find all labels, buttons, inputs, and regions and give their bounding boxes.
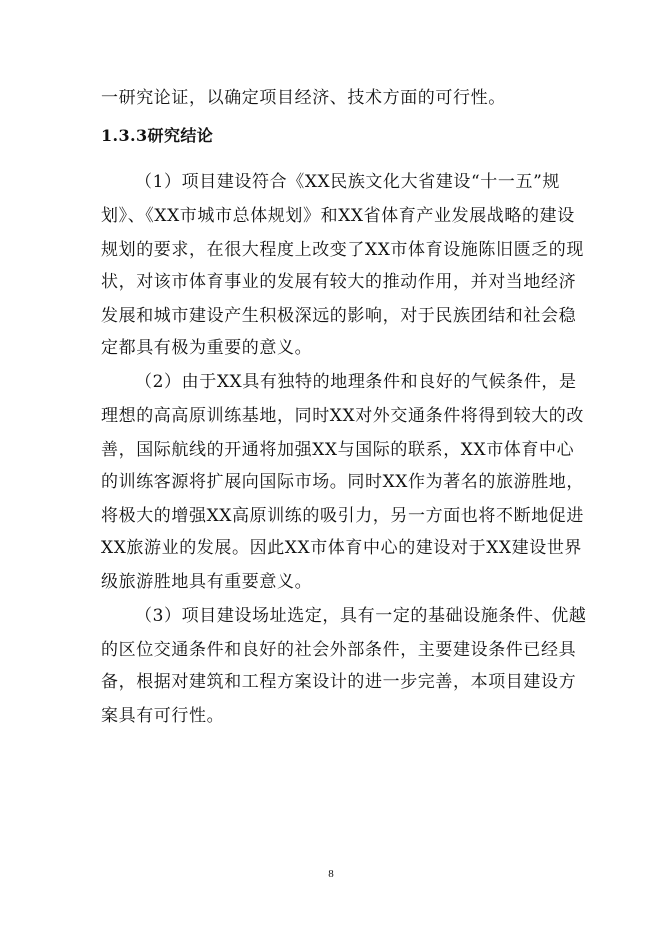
paragraph-line: 备，根据对建筑和工程方案设计的进一步完善，本项目建设方 <box>101 672 577 692</box>
page-number: 8 <box>328 868 334 880</box>
paragraph-line: （3）项目建设场址选定，具有一定的基础设施条件、优越 <box>135 606 587 626</box>
paragraph-line: XX旅游业的发展。因此XX市体育中心的建设对于XX建设世界 <box>101 538 583 558</box>
section-heading: 1.3.3研究结论 <box>101 126 214 145</box>
paragraph-line: 的区位交通条件和良好的社会外部条件，主要建设条件已经具 <box>101 640 577 660</box>
paragraph-line: 划》、《XX市城市总体规划》和XX省体育产业发展战略的建设 <box>101 206 575 226</box>
paragraph-line: 理想的高高原训练基地，同时XX对外交通条件将得到较大的改 <box>101 406 585 426</box>
paragraph-line: 发展和城市建设产生积极深远的影响，对于民族团结和社会稳 <box>101 306 577 326</box>
paragraph-line: 的训练客源将扩展向国际市场。同时XX作为著名的旅游胜地， <box>101 472 585 492</box>
paragraph-line: 案具有可行性。 <box>101 706 225 726</box>
paragraph-line: 定都具有极为重要的意义。 <box>101 338 313 358</box>
paragraph-line: 规划的要求，在很大程度上改变了XX市体育设施陈旧匮乏的现 <box>101 240 585 260</box>
paragraph-line: （2）由于XX具有独特的地理条件和良好的气候条件，是 <box>135 372 577 392</box>
paragraph-line: 将极大的增强XX高原训练的吸引力，另一方面也将不断地促进 <box>101 506 585 526</box>
paragraph-line: 状，对该市体育事业的发展有较大的推动作用，并对当地经济 <box>101 272 577 292</box>
paragraph-line: 善，国际航线的开通将加强XX与国际的联系，XX市体育中心 <box>101 440 575 460</box>
paragraph-line: 级旅游胜地具有重要意义。 <box>101 572 313 592</box>
paragraph-line: （1）项目建设符合《XX民族文化大省建设“十一五”规 <box>135 172 561 192</box>
intro-line: 一研究论证，以确定项目经济、技术方面的可行性。 <box>101 88 506 108</box>
